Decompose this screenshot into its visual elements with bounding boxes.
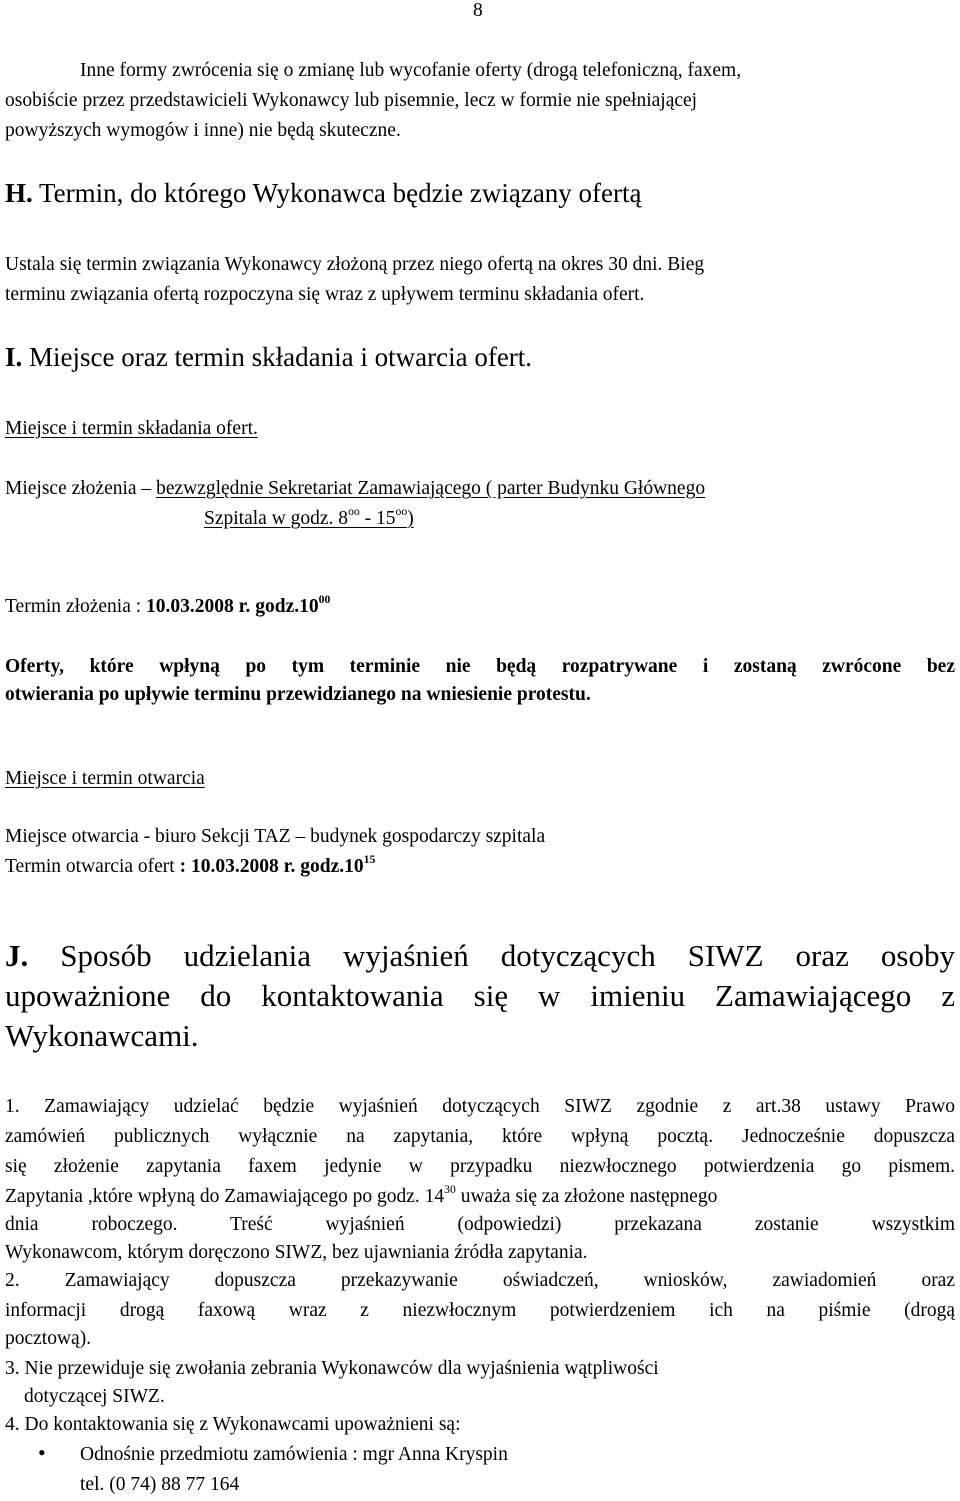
section-h-title: Termin, do którego Wykonawca będzie związany ofertą: [32, 178, 642, 208]
submission-place-line-2: [204, 504, 414, 534]
para-3-line-2: dotyczącej SIWZ.: [24, 1386, 165, 1407]
opening-deadline-value: : 10.03.2008 r. godz.10: [179, 856, 364, 877]
section-i-letter: I.: [5, 342, 23, 372]
contact-person: Odnośnie przedmiotu zamówienia : mgr Anna Kryspin: [80, 1444, 508, 1465]
para-2-line-3: pocztową).: [5, 1328, 92, 1349]
late-offers-warning-line-1: Oferty, które wpłyną po tym terminie nie będą rozpatrywane i zostaną zwrócone bez: [5, 656, 955, 677]
submission-place-line-1: [5, 474, 705, 504]
submission-hours-close: ): [407, 508, 414, 529]
submission-hours-text: Szpitala w godz. 8: [204, 508, 349, 529]
section-h-letter: H.: [5, 178, 33, 208]
contact-phone: tel. (0 74) 88 77 164: [80, 1474, 240, 1495]
intro-line-1: Inne formy zwrócenia się o zmianę lub wycofanie oferty (drogą telefoniczną, faxem,: [80, 60, 742, 81]
opening-subheading: Miejsce i termin otwarcia: [5, 768, 205, 789]
section-j-letter: J.: [5, 938, 29, 973]
submission-place-label: Miejsce złożenia –: [5, 478, 157, 499]
para-1-time-sup: 30: [444, 1182, 456, 1196]
section-h-heading: [5, 176, 642, 210]
opening-deadline: [5, 852, 375, 882]
para-3-line-1: 3. Nie przewiduje się zwołania zebrania Wykonawców dla wyjaśnienia wątpliwości: [5, 1358, 659, 1379]
para-1-line-1: 1. Zamawiający udzielać będzie wyjaśnień dotyczących SIWZ zgodnie z art.38 ustawy Prawo: [5, 1096, 955, 1117]
section-j-title-1: Sposób udzielania wyjaśnień dotyczących SIWZ oraz osoby: [28, 938, 955, 973]
section-j-heading-line-1: [5, 936, 955, 976]
submission-deadline-value: 10.03.2008 r. godz.10: [146, 596, 319, 617]
para-2-line-2: informacji drogą faxową wraz z niezwłocznym potwierdzeniem ich na piśmie (drogą: [5, 1300, 955, 1321]
opening-place: Miejsce otwarcia - biuro Sekcji TAZ – budynek gospodarczy szpitala: [5, 826, 546, 847]
section-i-heading: [5, 340, 532, 374]
para-1-line-2: zamówień publicznych wyłącznie na zapytania, które wpłyną pocztą. Jednocześnie dopuszcza: [5, 1126, 955, 1147]
intro-line-3: powyższych wymogów i inne) nie będą skuteczne.: [5, 120, 401, 141]
page-number: 8: [473, 0, 483, 21]
submission-deadline-sup: 00: [318, 592, 331, 606]
section-j-heading-line-2: upoważnione do kontaktowania się w imieniu Zamawiającego z: [5, 978, 955, 1013]
para-4: 4. Do kontaktowania się z Wykonawcami upoważnieni są:: [5, 1414, 461, 1435]
para-1-line-4: [5, 1182, 717, 1212]
section-h-line-1: Ustala się termin związania Wykonawcy złożoną przez niego ofertą na okres 30 dni. Bieg: [5, 254, 705, 275]
bullet-icon: •: [38, 1440, 46, 1465]
late-offers-warning-line-2: otwierania po upływie terminu przewidzianego na wniesienie protestu.: [5, 684, 591, 705]
opening-deadline-sup: 15: [363, 852, 376, 866]
submission-hours-sup-start: oo: [348, 504, 360, 518]
section-i-title: Miejsce oraz termin składania i otwarcia ofert.: [22, 342, 533, 372]
submission-deadline-label: Termin złożenia :: [5, 596, 147, 617]
submission-hours-sup-end: oo: [395, 504, 408, 518]
section-j-heading-line-3: Wykonawcami.: [5, 1018, 199, 1053]
para-1-line-6: Wykonawcom, którym doręczono SIWZ, bez ujawniania źródła zapytania.: [5, 1242, 588, 1263]
para-1-line-4-b: uważa się za złożone następnego: [455, 1186, 718, 1207]
para-1-line-4-a: Zapytania ,które wpłyną do Zamawiającego po godz. 14: [5, 1186, 445, 1207]
para-1-line-5: dnia roboczego. Treść wyjaśnień (odpowiedzi) przekazana zostanie wszystkim: [5, 1214, 955, 1235]
para-1-line-3: się złożenie zapytania faxem jedynie w przypadku niezwłocznego potwierdzenia go pismem.: [5, 1156, 955, 1177]
submission-deadline: [5, 592, 330, 622]
opening-deadline-label: Termin otwarcia ofert: [5, 856, 180, 877]
submission-place-value: bezwzględnie Sekretariat Zamawiającego ( parter Budynku Głównego: [156, 478, 706, 499]
section-h-line-2: terminu związania ofertą rozpoczyna się wraz z upływem terminu składania ofert.: [5, 284, 645, 305]
submission-hours-end: - 15: [359, 508, 396, 529]
submission-subheading: Miejsce i termin składania ofert.: [5, 418, 258, 439]
para-2-line-1: 2. Zamawiający dopuszcza przekazywanie oświadczeń, wniosków, zawiadomień oraz: [5, 1270, 955, 1291]
intro-line-2: osobiście przez przedstawicieli Wykonawcy lub pisemnie, lecz w formie nie spełniającej: [5, 90, 698, 111]
